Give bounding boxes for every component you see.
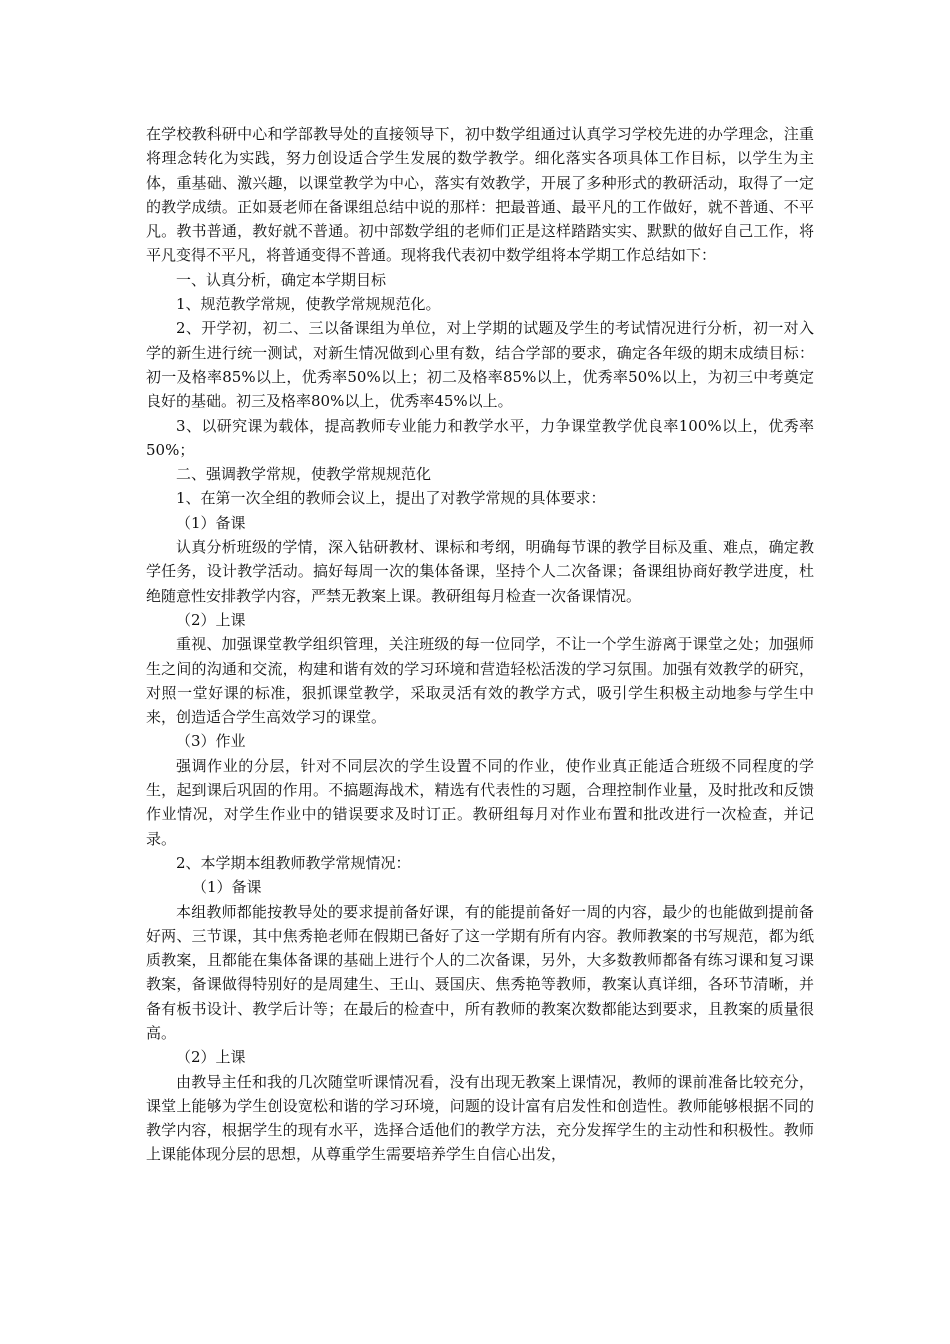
goal-item-3: 3、以研究课为载体，提高教师专业能力和教学水平，力争课堂教学优良率100%以上，优秀率50%； [146, 416, 814, 459]
homework-paragraph: 强调作业的分层，针对不同层次的学生设置不同的作业，使作业真正能适合班级不同程度的学生，起到课后巩固的作用。不搞题海战术，精选有代表性的习题，合理控制作业量，及时批改和反馈作业情况，对学生作业中的错误要求及时订正。教研组每月对作业布置和批改进行一次检查，并记录。 [146, 756, 814, 848]
subheading-teaching-status: （2）上课 [176, 1048, 246, 1067]
section-heading-2: 二、强调教学常规，使教学常规规范化 [176, 465, 432, 484]
subheading-homework: （3）作业 [176, 732, 246, 751]
intro-paragraph: 在学校教科研中心和学部教导处的直接领导下，初中数学组通过认真学习学校先进的办学理念，注重将理念转化为实践，努力创设适合学生发展的数学教学。细化落实各项具体工作目标，以学生为主体，重基础、激兴趣，以课堂教学为中心，落实有效教学，开展了多种形式的教研活动，取得了一定的教学成绩。正如聂老师在备课组总结中说的那样：把最普通、最平凡的工作做好，就不普通、不平凡。教书普通，教好就不普通。初中部数学组的老师们正是这样踏踏实实、默默的做好自己工作，将平凡变得不平凡，将普通变得不普通。现将我代表初中数学组将本学期工作总结如下： [146, 125, 814, 265]
teaching-paragraph: 重视、加强课堂教学组织管理，关注班级的每一位同学，不让一个学生游离于课堂之处；加强师生之间的沟通和交流，构建和谐有效的学习环境和营造轻松活泼的学习氛围。加强有效教学的研究，对照一堂好课的标准，狠抓课堂教学，采取灵活有效的教学方式，吸引学生积极主动地参与学生中来，创造适合学生高效学习的课堂。 [146, 635, 814, 727]
subheading-lesson-prep-status: （1）备课 [192, 878, 262, 897]
goal-item-1: 1、规范教学常规，使教学常规规范化。 [176, 295, 441, 314]
document-body [146, 122, 814, 1167]
lesson-prep-paragraph: 认真分析班级的学情，深入钻研教材、课标和考纲，明确每节课的教学目标及重、难点，确定教学任务，设计教学活动。搞好每周一次的集体备课，坚持个人二次备课；备课组协商好教学进度，杜绝随意性安排教学内容，严禁无教案上课。教研组每月检查一次备课情况。 [146, 538, 814, 605]
requirement-item-2: 2、本学期本组教师教学常规情况： [176, 853, 411, 872]
requirement-item-1: 1、在第一次全组的教师会议上，提出了对教学常规的具体要求： [176, 489, 606, 508]
subheading-teaching: （2）上课 [176, 610, 246, 629]
section-heading-1: 一、认真分析，确定本学期目标 [176, 270, 387, 289]
lesson-prep-status-paragraph: 本组教师都能按教导处的要求提前备好课，有的能提前备好一周的内容，最少的也能做到提前备好两、三节课，其中焦秀艳老师在假期已备好了这一学期有所有内容。教师教案的书写规范，都为纸质教案，且都能在集体备课的基础上进行个人的二次备课，另外，大多数教师都备有练习课和复习课教案，备课做得特别好的是周建生、王山、聂国庆、焦秀艳等教师，教案认真详细，各环节清晰，并备有板书设计、教学后计等；在最后的检查中，所有教师的教案次数都能达到要求，且教案的质量很高。 [146, 902, 814, 1042]
goal-item-2: 2、开学初，初二、三以备课组为单位，对上学期的试题及学生的考试情况进行分析，初一对入学的新生进行统一测试，对新生情况做到心里有数，结合学部的要求，确定各年级的期末成绩目标：初一及格率85%以上，优秀率50%以上；初二及格率85%以上，优秀率50%以上，为初三中考奠定良好的基础。初三及格率80%以上，优秀率45%以上。 [146, 319, 814, 411]
teaching-status-paragraph: 由教导主任和我的几次随堂听课情况看，没有出现无教案上课情况，教师的课前准备比较充分，课堂上能够为学生创设宽松和谐的学习环境，问题的设计富有启发性和创造性。教师能够根据不同的教学内容，根据学生的现有水平，选择合适他们的教学方法，充分发挥学生的主动性和积极性。教师上课能体现分层的思想，从尊重学生需要培养学生自信心出发， [146, 1072, 814, 1164]
subheading-lesson-prep: （1）备课 [176, 513, 246, 532]
